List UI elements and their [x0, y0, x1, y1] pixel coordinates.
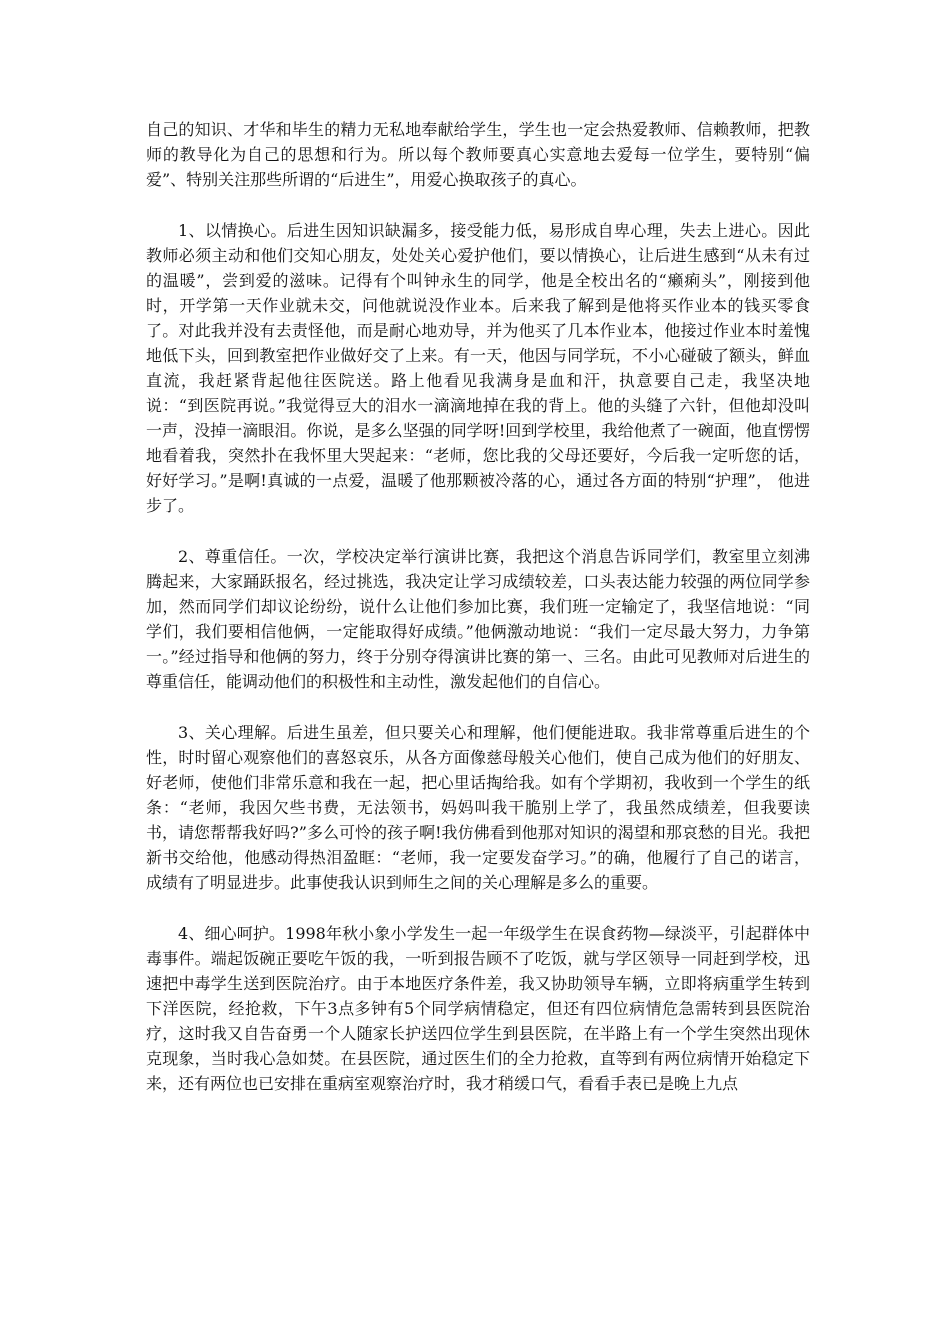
- document-body: [146, 117, 810, 1096]
- paragraph-point-4: 4、细心呵护。1998年秋小象小学发生一起一年级学生在误食药物—绿淡平，引起群体中毒事件。端起饭碗正要吃午饭的我，一听到报告顾不了吃饭，就与学区领导一同赶到学校，迅速把中毒学生送到医院治疗。由于本地医疗条件差，我又协助领导车辆，立即将病重学生转到下洋医院，经抢救，下午3点多钟有5个同学病情稳定，但还有四位病情危急需转到县医院治疗，这时我又自告奋勇一个人随家长护送四位学生到县医院，在半路上有一个学生突然出现休克现象，当时我心急如焚。在县医院，通过医生们的全力抢救，直等到有两位病情开始稳定下来，还有两位也已安排在重病室观察治疗时，我才稍缓口气，看看手表已是晚上九点: [146, 924, 810, 1093]
- paragraph-point-3: 3、关心理解。后进生虽差，但只要关心和理解，他们便能进取。我非常尊重后进生的个性，时时留心观察他们的喜怒哀乐，从各方面像慈母般关心他们，使自己成为他们的好朋友、好老师，使他们非常乐意和我在一起，把心里话掏给我。如有个学期初，我收到一个学生的纸条：“老师，我因欠些书费，无法领书，妈妈叫我干脆别上学了，我虽然成绩差，但我要读书，请您帮帮我好吗?”多么可怜的孩子啊!我仿佛看到他那对知识的渴望和那哀愁的目光。我把新书交给他，他感动得热泪盈眶：“老师，我一定要发奋学习。”的确，他履行了自己的诺言，成绩有了明显进步。此事使我认识到师生之间的关心理解是多么的重要。: [146, 723, 810, 892]
- paragraph-point-2: 2、尊重信任。一次，学校决定举行演讲比赛，我把这个消息告诉同学们，教室里立刻沸腾起来，大家踊跃报名，经过挑选，我决定让学习成绩较差，口头表达能力较强的两位同学参加，然而同学们却议论纷纷，说什么让他们参加比赛，我们班一定输定了，我坚信地说：“同学们，我们要相信他俩，一定能取得好成绩。”他俩激动地说：“我们一定尽最大努力，力争第一。”经过指导和他俩的努力，终于分别夺得演讲比赛的第一、三名。由此可见教师对后进生的尊重信任，能调动他们的积极性和主动性，激发起他们的自信心。: [146, 547, 810, 691]
- paragraph-continuation: 自己的知识、才华和毕生的精力无私地奉献给学生，学生也一定会热爱教师、信赖教师，把教师的教导化为自己的思想和行为。所以每个教师要真心实意地去爱每一位学生，要特别“偏爱”、特别关注那些所谓的“后进生”，用爱心换取孩子的真心。: [146, 120, 810, 189]
- paragraph-point-1: 1、以情换心。后进生因知识缺漏多，接受能力低，易形成自卑心理，失去上进心。因此教师必须主动和他们交知心朋友，处处关心爱护他们，要以情换心，让后进生感到“从未有过的温暖”，尝到爱的滋味。记得有个叫钟永生的同学，他是全校出名的“癞痢头”，刚接到他时，开学第一天作业就未交，问他就说没作业本。后来我了解到是他将买作业本的钱买零食了。对此我并没有去责怪他，而是耐心地劝导，并为他买了几本作业本，他接过作业本时羞愧地低下头，回到教室把作业做好交了上来。有一天，他因与同学玩，不小心碰破了额头，鲜血直流，我赶紧背起他往医院送。路上他看见我满身是血和汗，执意要自己走，我坚决地说：“到医院再说。”我觉得豆大的泪水一滴滴地掉在我的背上。他的头缝了六针，但他却没叫一声，没掉一滴眼泪。你说，是多么坚强的同学呀!回到学校里，我给他煮了一碗面，他直愣愣地看着我，突然扑在我怀里大哭起来：“老师，您比我的父母还要好，今后我一定听您的话，好好学习。”是啊!真诚的一点爱，温暖了他那颗被冷落的心，通过各方面的特别“护理”， 他进步了。: [146, 221, 810, 515]
